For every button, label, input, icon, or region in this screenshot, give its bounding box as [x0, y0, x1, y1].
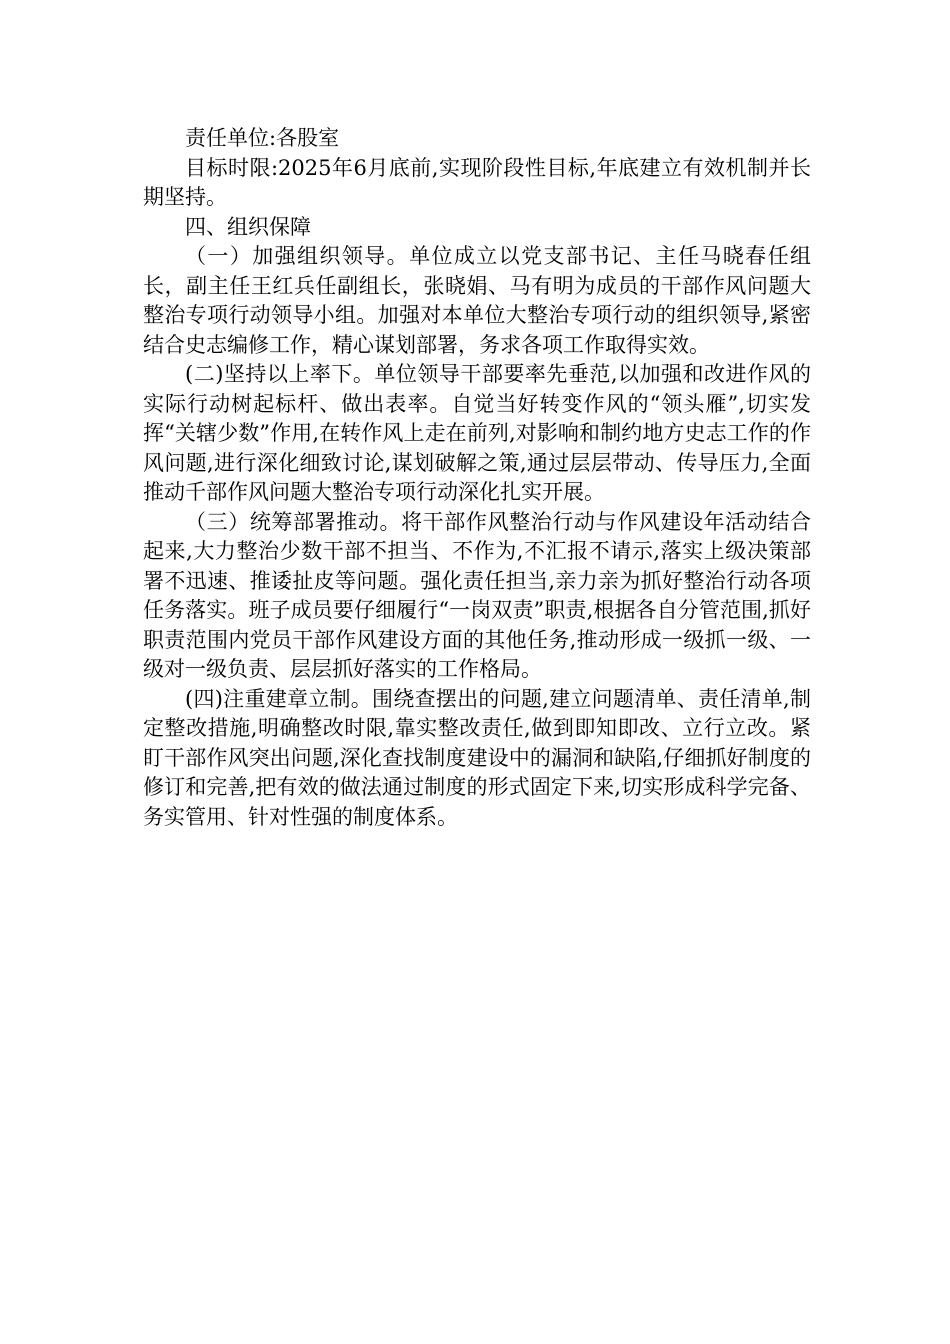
section-heading-organizational-guarantee: 四、组织保障	[185, 214, 311, 239]
paragraph-strengthen-leadership: （一）加强组织领导。单位成立以党支部书记、主任马晓春任组长，副主任王红兵任副组长，张晓娟、马有明为成员的干部作风问题大整治专项行动领导小组。加强对本单位大整治专项行动的组织领导,紧密结合史志编修工作，精心谋划部署，务求各项工作取得实效。	[143, 244, 811, 357]
paragraph-establish-rules: (四)注重建章立制。围绕查摆出的问题,建立问题清单、责任清单,制定整改措施,明确整改时限,靠实整改责任,做到即知即改、立行立改。紧盯干部作风突出问题,深化查找制度建设中的漏洞和缺陷,仔细抓好制度的修订和完善,把有效的做法通过制度的形式固定下来,切实形成科学完备、务实管用、针对性强的制度体系。	[143, 686, 811, 829]
paragraph-coordinate-deployment: （三）统筹部署推动。将干部作风整治行动与作风建设年活动结合起来,大力整治少数干部不担当、不作为,不汇报不请示,落实上级决策部署不迅速、推诿扯皮等问题。强化责任担当,亲力亲为抓好整治行动各项任务落实。班子成员要仔细履行“一岗双责”职责,根据各自分管范围,抓好职责范围内党员干部作风建设方面的其他任务,推动形成一级抓一级、一级对一级负责、层层抓好落实的工作格局。	[143, 509, 811, 681]
responsible-unit-line: 责任单位:各股室	[185, 126, 340, 150]
document-body	[143, 124, 811, 832]
target-deadline-paragraph: 目标时限:2025年6月底前,实现阶段性目标,年底建立有效机制并长期坚持。	[143, 155, 811, 209]
paragraph-lead-by-example: (二)坚持以上率下。单位领导干部要率先垂范,以加强和改进作风的实际行动树起标杆、做出表率。自觉当好转变作风的“领头雁”,切实发挥“关辖少数”作用,在转作风上走在前列,对影响和制约地方史志工作的作风问题,进行深化细致讨论,谋划破解之策,通过层层带动、传导压力,全面推动千部作风问题大整治专项行动深化扎实开展。	[143, 362, 811, 504]
